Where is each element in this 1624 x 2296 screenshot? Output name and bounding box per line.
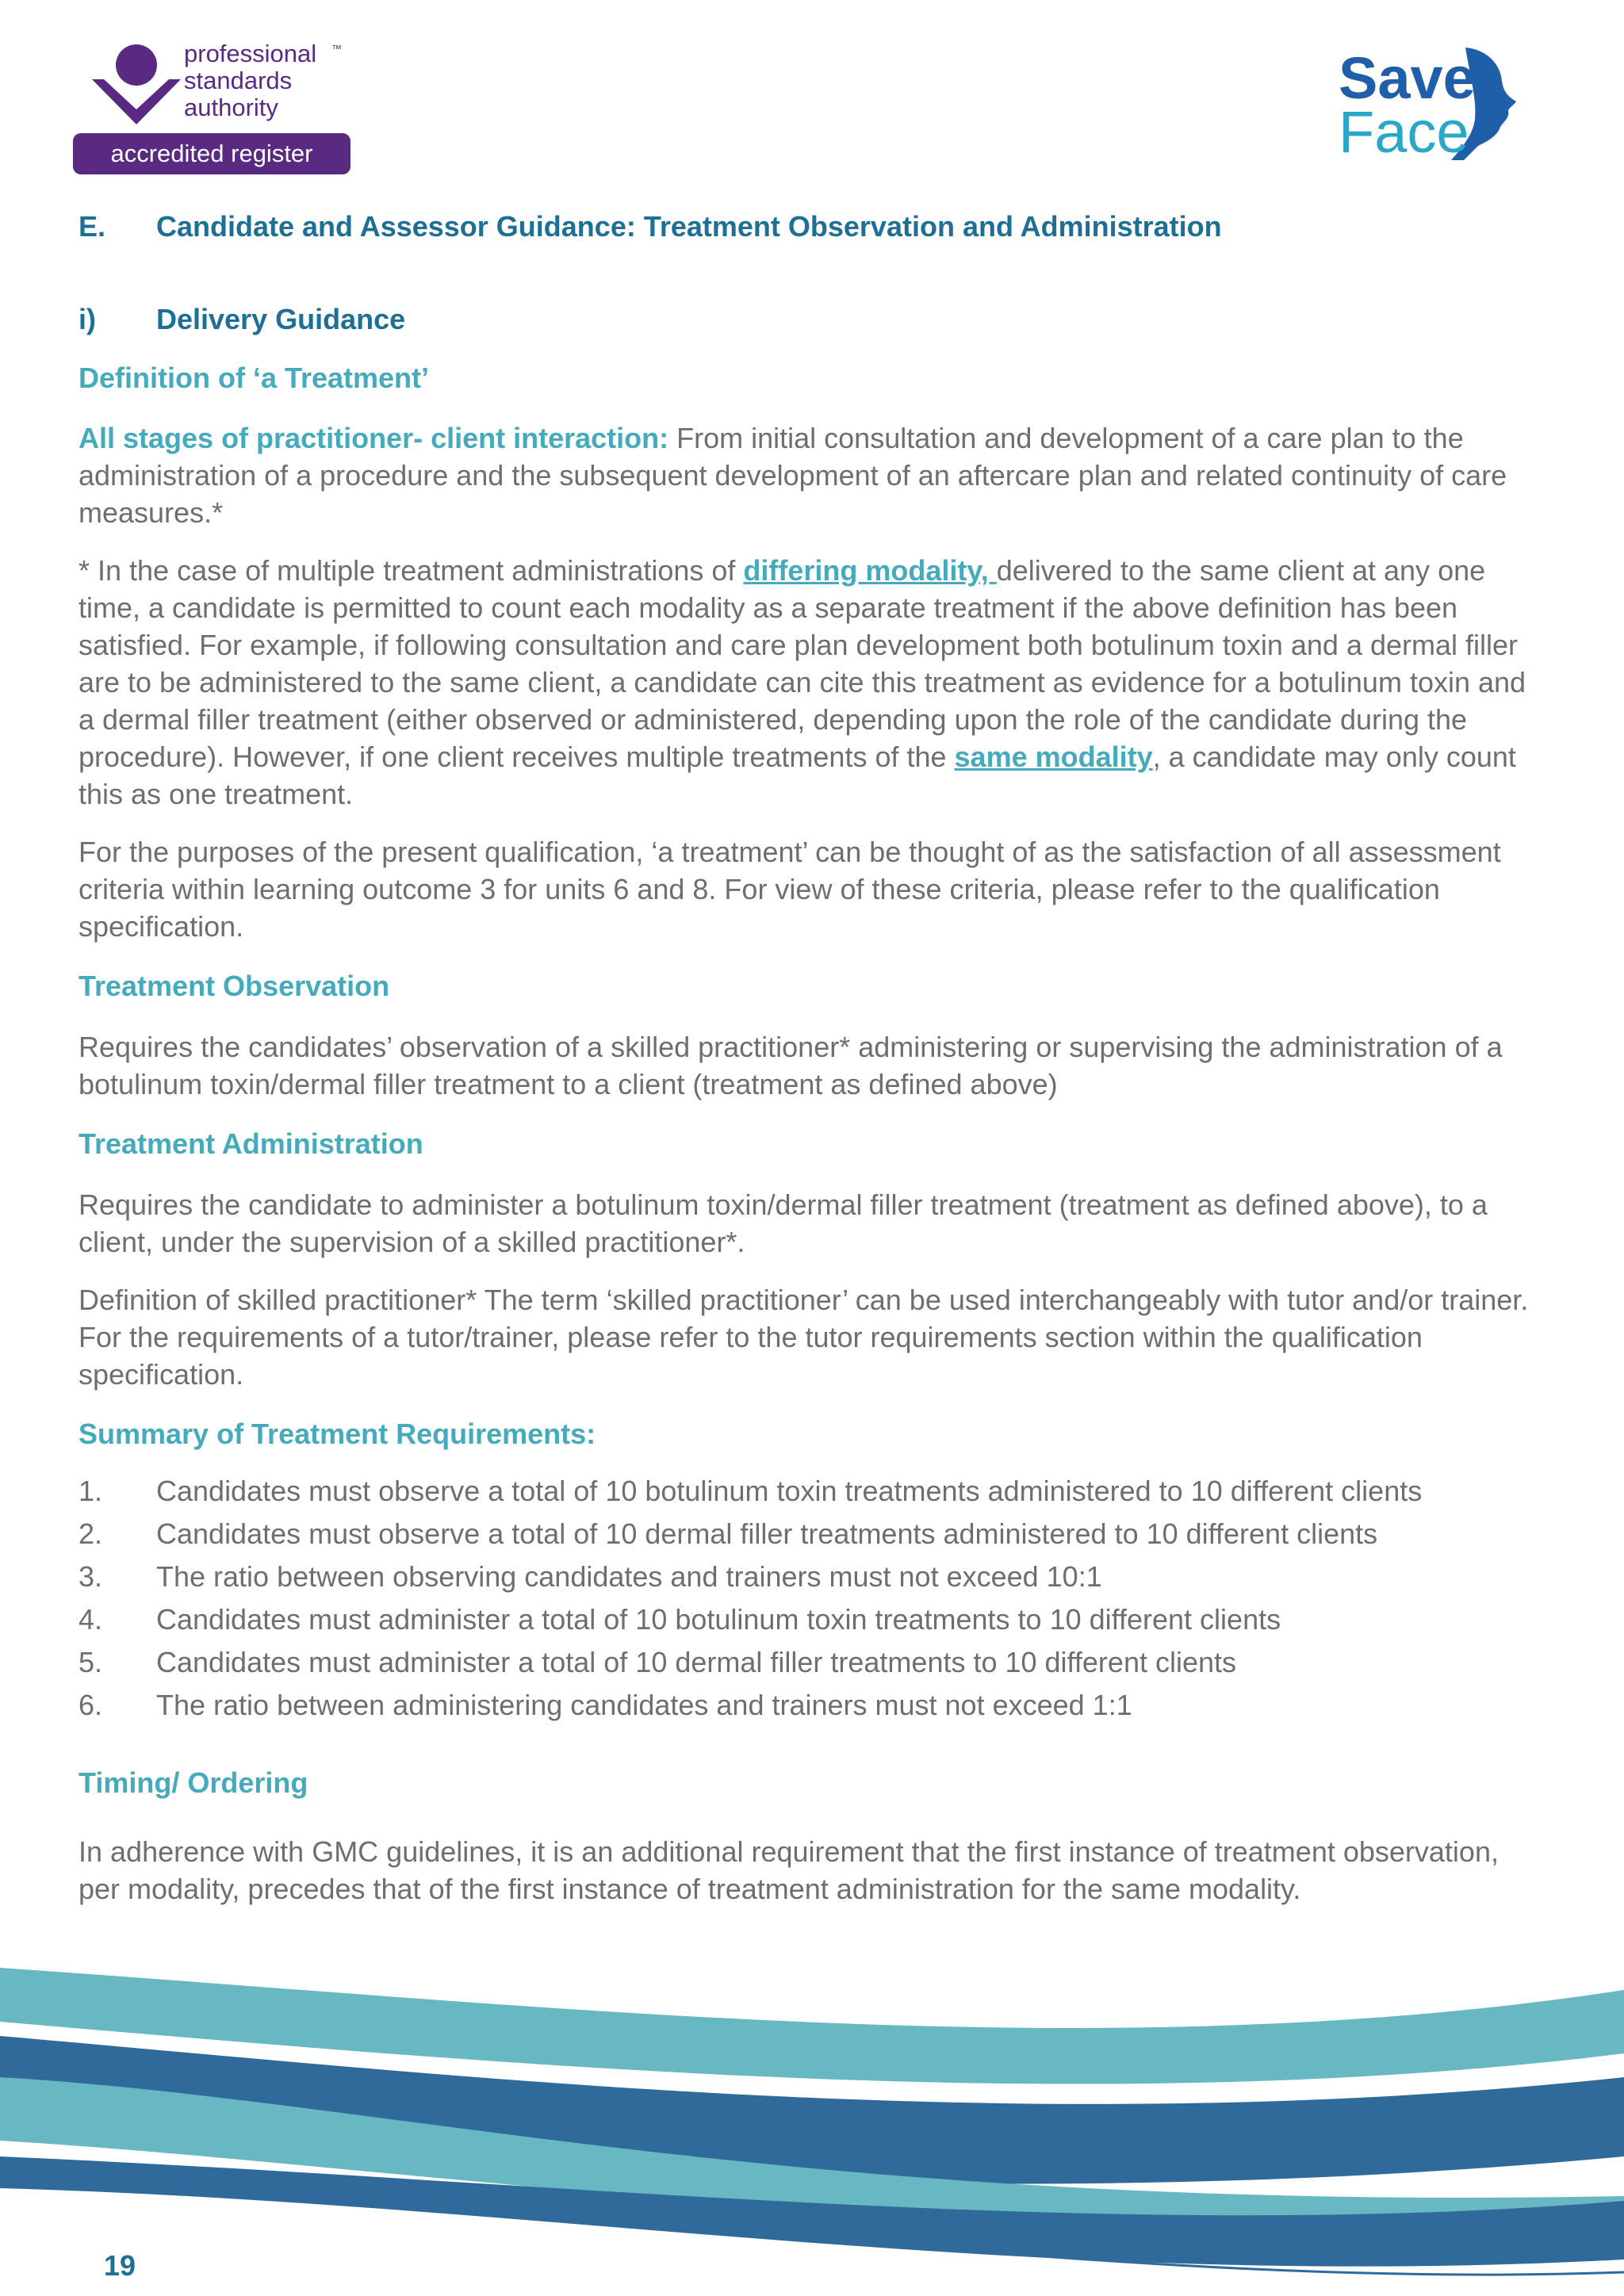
footnote-part2: delivered to the same client at any one time, a candidate is permitted to count each modality as a separate treatment if the above definition has been satisfied. For example, if following consultation and care plan development both botulinum toxin and a dermal filler are to be administered to the same client, a candidate can cite this treatment as evidence for a botulinum toxin and a dermal filler treatment (either observed or administered, depending upon the role of the candidate during the procedure). However, if one client receives multiple treatments of the bbox=[79, 554, 1526, 773]
footnote-part3: , a candidate may only count this as one treatment. bbox=[79, 740, 1516, 810]
requirements-list bbox=[79, 1470, 1530, 1727]
footer-wave-decoration bbox=[0, 1958, 1624, 2296]
list-text: The ratio between observing candidates and trainers must not exceed 10:1 bbox=[156, 1560, 1102, 1593]
same-modality-link[interactable]: same modality bbox=[954, 740, 1153, 773]
timing-heading: Timing/ Ordering bbox=[79, 1766, 308, 1799]
list-number: 4. bbox=[79, 1603, 103, 1636]
footnote-paragraph bbox=[79, 552, 1530, 813]
save-face-logo-save: Save bbox=[1339, 45, 1476, 111]
definition-heading: Definition of ‘a Treatment’ bbox=[79, 362, 430, 394]
subsection-heading bbox=[79, 303, 1530, 336]
section-heading bbox=[79, 210, 1530, 243]
administration-paragraph: Requires the candidate to administer a botulinum toxin/dermal filler treatment (treatment as defined above), to a client, under the supervision of a skilled practitioner*. bbox=[79, 1188, 1488, 1258]
list-item bbox=[79, 1598, 1530, 1641]
subsection-title: Delivery Guidance bbox=[156, 303, 406, 335]
psa-logo-tm: ™ bbox=[331, 43, 342, 55]
differing-modality-link[interactable]: differing modality, bbox=[743, 554, 997, 587]
section-letter: E. bbox=[79, 210, 106, 243]
page-content bbox=[79, 210, 1530, 1908]
psa-logo-badge-text: accredited register bbox=[110, 140, 313, 167]
list-number: 2. bbox=[79, 1517, 103, 1550]
observation-heading: Treatment Observation bbox=[79, 970, 390, 1002]
footnote-part1: * In the case of multiple treatment administrations of bbox=[79, 554, 744, 587]
definition-paragraph bbox=[79, 419, 1530, 531]
psa-logo-head-icon bbox=[116, 44, 157, 86]
save-face-logo bbox=[1339, 44, 1526, 163]
list-number: 1. bbox=[79, 1475, 103, 1507]
psa-accredited-register-logo bbox=[73, 41, 352, 176]
list-item bbox=[79, 1556, 1530, 1598]
list-number: 6. bbox=[79, 1689, 103, 1721]
list-text: Candidates must administer a total of 10 dermal filler treatments to 10 different clients bbox=[156, 1646, 1237, 1678]
timing-paragraph: In adherence with GMC guidelines, it is an additional requirement that the first instance of treatment observation, per modality, precedes that of the first instance of treatment administration for the same modality. bbox=[79, 1835, 1499, 1905]
psa-logo-chevron-icon bbox=[92, 79, 181, 124]
section-title: Candidate and Assessor Guidance: Treatment Observation and Administration bbox=[156, 210, 1222, 243]
definition-text: From initial consultation and development of a care plan to the administration of a procedure and the subsequent development of an aftercare plan and related continuity of care measures.* bbox=[79, 422, 1507, 529]
observation-paragraph: Requires the candidates’ observation of a skilled practitioner* administering or supervising the administration of a botulinum toxin/dermal filler treatment to a client (treatment as defined above) bbox=[79, 1031, 1503, 1100]
purpose-paragraph: For the purposes of the present qualification, ‘a treatment’ can be thought of as the satisfaction of all assessment criteria within learning outcome 3 for units 6 and 8. For view of these criteria, please refer to the qualification specification. bbox=[79, 836, 1501, 943]
administration-heading: Treatment Administration bbox=[79, 1127, 423, 1160]
list-text: Candidates must observe a total of 10 dermal filler treatments administered to 10 different clients bbox=[156, 1517, 1378, 1550]
list-number: 5. bbox=[79, 1646, 103, 1678]
list-item bbox=[79, 1684, 1530, 1727]
list-text: Candidates must observe a total of 10 botulinum toxin treatments administered to 10 different clients bbox=[156, 1475, 1423, 1507]
list-item bbox=[79, 1470, 1530, 1513]
definition-lead: All stages of practitioner- client interaction: bbox=[79, 422, 669, 454]
psa-logo-line1: professional bbox=[184, 41, 317, 67]
psa-logo-line3: authority bbox=[184, 94, 278, 121]
summary-heading: Summary of Treatment Requirements: bbox=[79, 1418, 596, 1450]
skilled-practitioner-paragraph: Definition of skilled practitioner* The term ‘skilled practitioner’ can be used interchangeably with tutor and/or trainer. For the requirements of a tutor/trainer, please refer to the tutor requirements section within the qualification specification. bbox=[79, 1284, 1529, 1391]
page-number: 19 bbox=[104, 2249, 136, 2282]
psa-logo-line2: standards bbox=[184, 67, 293, 94]
subsection-number: i) bbox=[79, 303, 96, 335]
list-number: 3. bbox=[79, 1560, 103, 1593]
list-text: Candidates must administer a total of 10 botulinum toxin treatments to 10 different clients bbox=[156, 1603, 1281, 1636]
list-item bbox=[79, 1513, 1530, 1556]
save-face-logo-face: Face bbox=[1339, 99, 1469, 163]
list-text: The ratio between administering candidates and trainers must not exceed 1:1 bbox=[156, 1689, 1132, 1721]
list-item bbox=[79, 1641, 1530, 1684]
